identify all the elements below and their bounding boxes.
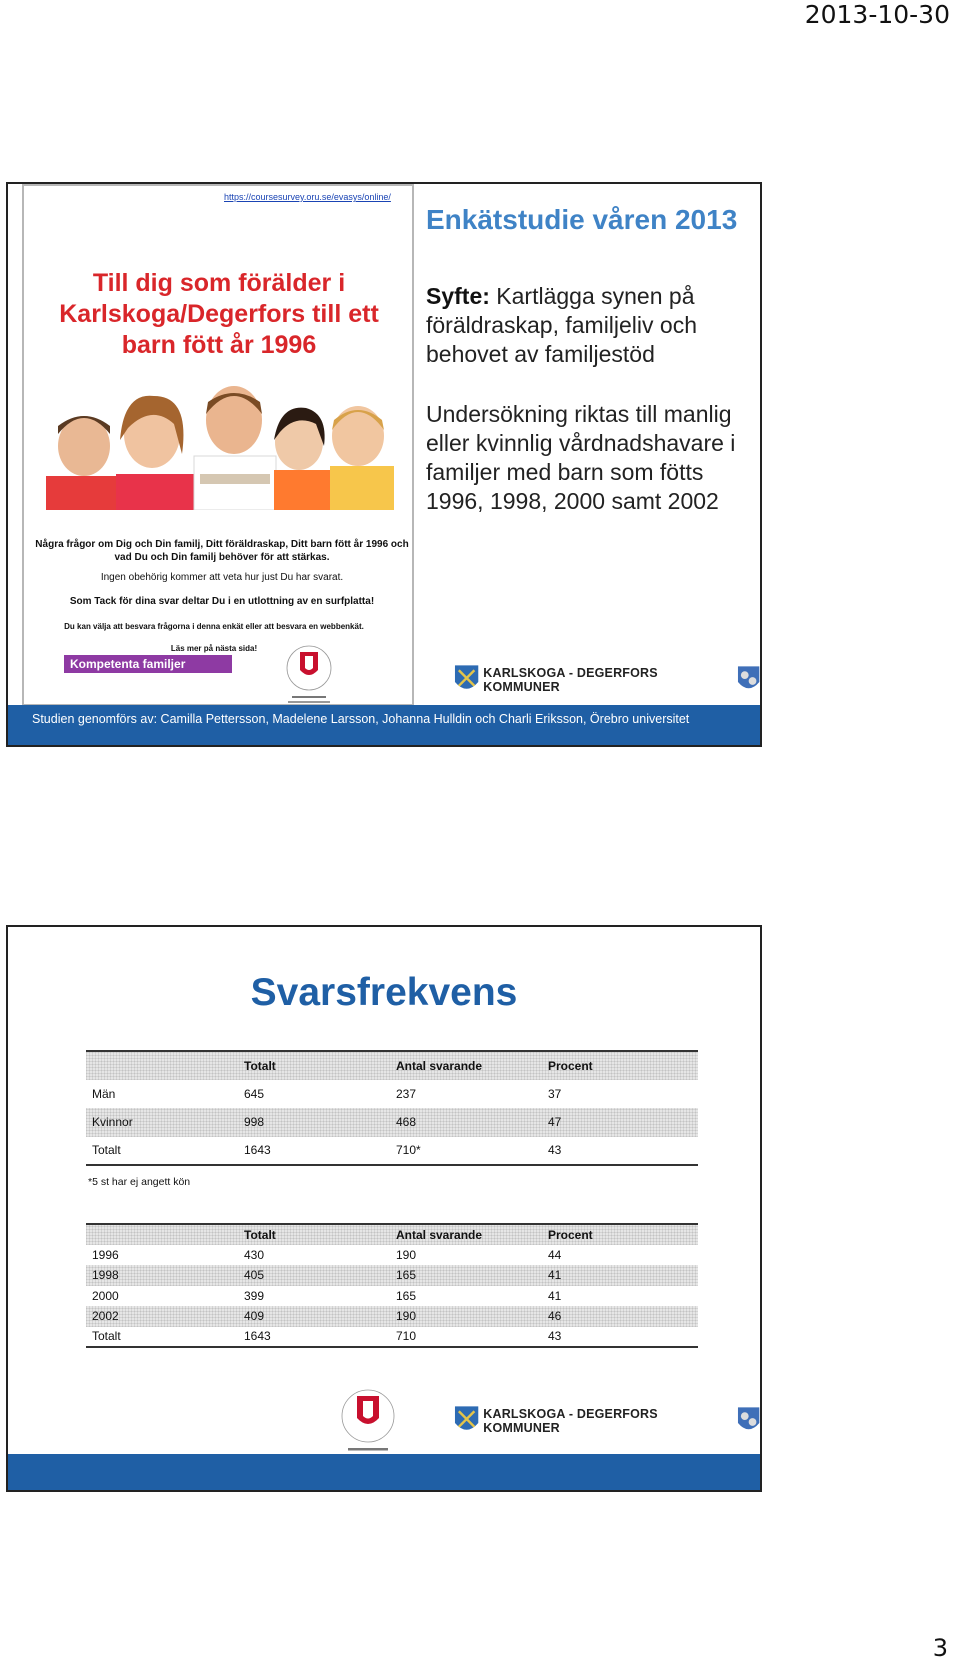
table-cell: 1643 [244, 1143, 271, 1158]
table-cell: 409 [244, 1309, 265, 1324]
table-cell: 41 [548, 1268, 562, 1283]
table-cell: 1996 [92, 1247, 119, 1262]
table-cell: 405 [244, 1268, 265, 1283]
table-row [86, 1080, 698, 1109]
table-footnote: *5 st har ej angett kön [88, 1176, 191, 1188]
karlskoga-crest-icon [454, 1405, 479, 1437]
slide-response-rate [6, 925, 762, 1492]
poster-readmore-text: Läs mer på nästa sida! [170, 644, 258, 653]
table-cell: Totalt [92, 1143, 121, 1158]
purpose-label: Syfte: [426, 283, 490, 309]
slide2-footer-bar [8, 1454, 760, 1490]
poster-privacy-note: Ingen obehörig kommer att veta hur just Du har svarat. [100, 572, 344, 583]
slide2-title: Svarsfrekvens [250, 971, 518, 1014]
kommun-logo [454, 664, 760, 696]
table-header-cell: Antal svarande [396, 1227, 483, 1242]
poster-info-text: Några frågor om Dig och Din familj, Ditt föräldraskap, Ditt barn fött år 1996 och vad Du och Din familj behöver för att stärkas. [35, 539, 409, 563]
table-cell: 468 [396, 1115, 417, 1130]
table-row [86, 1327, 698, 1348]
degerfors-crest-icon [737, 1406, 760, 1436]
table-header-cell: Totalt [244, 1227, 276, 1242]
table-header-cell [86, 1224, 238, 1245]
page-date: 2013-10-30 [804, 0, 950, 29]
table-cell: 46 [548, 1309, 562, 1324]
children-photo [24, 384, 414, 510]
kommun-name: KARLSKOGA - DEGERFORS KOMMUNER [483, 1407, 658, 1435]
table-cell: 190 [396, 1309, 417, 1324]
table-header-row [86, 1051, 698, 1080]
table-header-cell: Totalt [244, 1058, 276, 1073]
table-row [86, 1306, 698, 1327]
kommun-logo [454, 1405, 760, 1437]
table-cell: 43 [548, 1329, 562, 1344]
purpose-text: Kartlägga synen på föräldraskap, familjeliv och behovet av familjestöd [426, 283, 698, 367]
degerfors-crest-icon [737, 665, 760, 695]
table-cell: 37 [548, 1086, 562, 1101]
poster-badge: Kompetenta familjer [64, 655, 232, 673]
table-cell: Totalt [92, 1329, 121, 1344]
response-by-gender-table [86, 1050, 698, 1166]
slide1-title: Enkätstudie våren 2013 [426, 204, 738, 235]
orebro-university-seal-icon [328, 1382, 408, 1462]
table-cell: 237 [396, 1086, 417, 1101]
poster-survey-link[interactable]: https://coursesurvey.oru.se/evasys/online/ [224, 192, 391, 202]
table-cell: 2000 [92, 1288, 119, 1303]
table-cell: 2002 [92, 1309, 119, 1324]
table-cell: 165 [396, 1288, 417, 1303]
table-cell: 645 [244, 1086, 265, 1101]
table-cell: 1643 [244, 1329, 271, 1344]
survey-target-group: Undersökning riktas till manlig eller kvinnlig vårdnadshavare i familjer med barn som fötts 1996, 1998, 2000 samt 2002 [426, 401, 736, 514]
response-by-birth-year-table [86, 1223, 698, 1348]
table-cell: 430 [244, 1247, 265, 1262]
table-cell: 998 [244, 1115, 265, 1130]
poster-choice-text: Du kan välja att besvara frågorna i denna enkät eller att besvara en webbenkät. [64, 622, 364, 631]
kommun-name: KARLSKOGA - DEGERFORS KOMMUNER [483, 666, 658, 694]
table-row [86, 1265, 698, 1286]
table-cell: 44 [548, 1247, 562, 1262]
table-header-cell [86, 1051, 238, 1080]
karlskoga-crest-icon [454, 664, 479, 696]
table-header-row [86, 1224, 698, 1245]
orebro-university-seal-icon [274, 638, 344, 706]
page-number: 3 [932, 1634, 948, 1662]
table-cell: 710 [396, 1329, 417, 1344]
table-cell: 43 [548, 1143, 562, 1158]
table-row [86, 1137, 698, 1166]
table-header-cell: Procent [548, 1058, 593, 1073]
survey-purpose [426, 282, 756, 369]
table-cell: Kvinnor [92, 1115, 133, 1130]
slide-survey-intro [6, 182, 762, 747]
table-cell: Män [92, 1086, 116, 1101]
table-row [86, 1286, 698, 1307]
slide1-footer-credits: Studien genomförs av: Camilla Pettersson, Madelene Larsson, Johanna Hulldin och Charli Eriksson, Örebro universitet [8, 705, 760, 745]
table-cell: 47 [548, 1115, 562, 1130]
table-cell: 1998 [92, 1268, 119, 1283]
table-cell: 165 [396, 1268, 417, 1283]
table-cell: 399 [244, 1288, 265, 1303]
poster-thanks-text: Som Tack för dina svar deltar Du i en utlottning av en surfplatta! [69, 596, 375, 607]
table-cell: 41 [548, 1288, 562, 1303]
table-cell: 710* [396, 1143, 421, 1158]
table-row [86, 1245, 698, 1266]
table-cell: 190 [396, 1247, 417, 1262]
table-row [86, 1108, 698, 1137]
table-header-cell: Procent [548, 1227, 593, 1242]
poster-headline: Till dig som förälder i Karlskoga/Degerfors till ett barn fött år 1996 [59, 269, 379, 359]
survey-poster [22, 184, 414, 706]
table-header-cell: Antal svarande [396, 1058, 483, 1073]
